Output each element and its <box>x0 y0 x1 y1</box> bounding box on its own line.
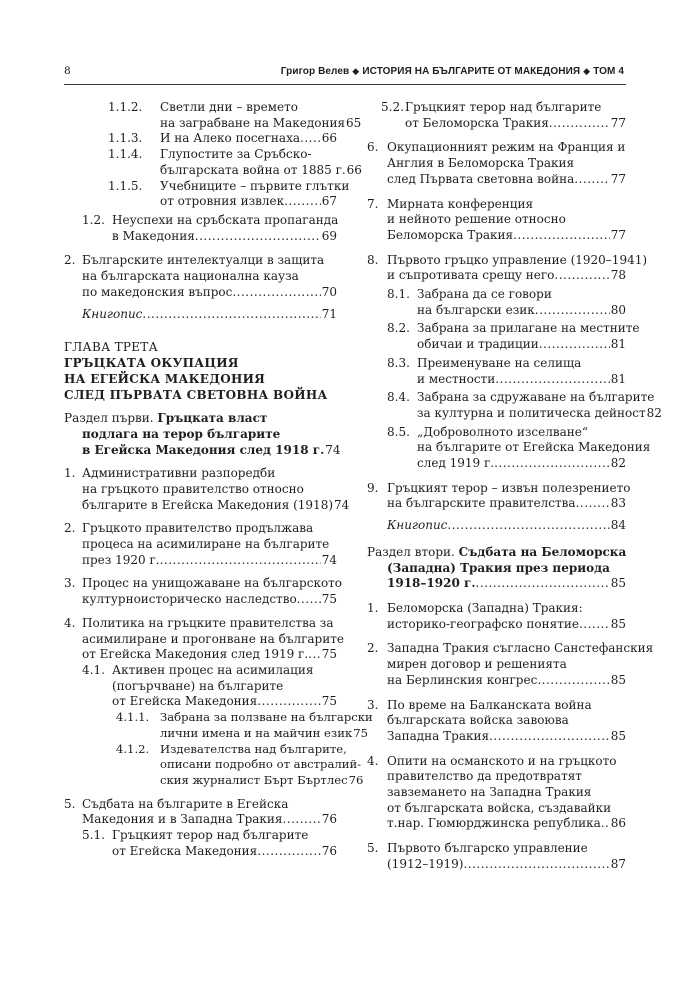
toc-entry-number: 8.2. <box>387 321 410 336</box>
toc-entry-line: на българската национална кауза <box>82 269 299 284</box>
toc-entry-line: и нейното решение относно <box>387 212 566 227</box>
toc-entry-number: 5.2. <box>381 100 404 114</box>
toc-entry-line: Македония и в Западна Тракия ..... 76 <box>82 812 337 828</box>
toc-section-line: Раздел втори. Съдбата на Беломорска <box>367 544 627 559</box>
toc-entry-line: мирен договор и решенията <box>387 657 567 672</box>
toc-entry-line: и съпротивата срещу него ..... 78 <box>387 268 626 284</box>
toc-entry-line: след 1919 г. ..... 82 <box>417 456 626 472</box>
toc-section-line: (Западна) Тракия през периода <box>387 560 610 575</box>
toc-page-number: 80 <box>610 302 626 317</box>
toc-page-number: 84 <box>610 518 626 533</box>
toc-entry <box>64 100 362 131</box>
toc-entry-number: 1. <box>367 600 379 615</box>
toc-page-number: 87 <box>610 856 626 871</box>
toc-entry-line: Гръцкият терор – извън полезрението <box>387 480 631 495</box>
toc-entry <box>367 480 631 512</box>
chapter-title-line: СЛЕД ПЪРВАТА СВЕТОВНА ВОЙНА <box>64 388 328 403</box>
leader-dots <box>476 576 610 592</box>
toc-entry-line: ския журналист Бърт Бъртлес 76 <box>160 772 364 787</box>
leader-dots <box>257 844 320 860</box>
toc-page-number: 74 <box>321 552 337 567</box>
toc-entry-line: „Доброволното изселване“ <box>417 424 588 439</box>
toc-entry-line: Беломорска Тракия ..... 77 <box>387 228 626 244</box>
toc-entry-line: на Берлинския конгрес ..... 85 <box>387 673 626 689</box>
toc-entry-number: 6. <box>367 140 379 155</box>
toc-entry <box>64 663 337 710</box>
toc-entry-line: Светли дни – времето <box>160 100 298 114</box>
toc-entry-number: 1.2. <box>82 212 105 227</box>
chapter-title-line: НА ЕГЕЙСКА МАКЕДОНИЯ <box>64 372 266 387</box>
toc-page-number: 78 <box>610 268 626 283</box>
toc-entry-line: т.нар. Гюмюрджинска република ..... 86 <box>387 816 626 832</box>
toc-page-number: 66 <box>321 131 337 146</box>
leader-dots <box>494 456 610 472</box>
toc-entry <box>64 178 350 210</box>
toc-entry <box>367 424 651 472</box>
chapter-heading <box>64 339 337 403</box>
toc-entry-bibliography <box>367 518 626 534</box>
toc-page-number: 75 <box>321 694 337 709</box>
leader-dots <box>160 553 321 569</box>
toc-entry-line: културноисторическо наследство ..... 75 <box>82 592 337 608</box>
toc-page-number: 67 <box>321 194 337 209</box>
toc-entry-line: българите в Егейска Македония (1918) 74 <box>82 497 350 512</box>
leader-dots <box>257 694 320 710</box>
toc-entry-line: Политика на гръцките правителства за <box>82 615 334 630</box>
toc-entry-line: от Беломорска Тракия ..... 77 <box>405 116 626 132</box>
toc-entry-line: Западна Тракия съгласно Санстефанския <box>387 641 654 656</box>
toc-page-number: 76 <box>348 772 364 787</box>
toc-section-line: 1918–1920 г. ..... 85 <box>387 576 626 592</box>
leader-dots <box>539 337 610 353</box>
toc-entry-line: в Македония ..... 69 <box>112 229 337 245</box>
toc-entry <box>64 710 373 741</box>
toc-entry-bibliography <box>64 307 337 323</box>
toc-entry-line: Административни разпоредби <box>82 466 276 481</box>
leader-dots <box>601 816 610 832</box>
leader-dots <box>537 673 609 689</box>
toc-entry-line: от отровния извлек ..... 67 <box>160 194 337 210</box>
diamond-separator-icon: ◆ <box>352 66 360 76</box>
toc-section-line: в Егейска Македония след 1918 г. 74 <box>82 442 341 457</box>
toc-section <box>64 411 341 458</box>
toc-entry-line: Забрана за сдружаване на българите <box>417 390 655 405</box>
diamond-separator-icon: ◆ <box>583 66 591 76</box>
toc-entry-number: 8.5. <box>387 424 410 439</box>
toc-entry-line: Издевателства над българите, <box>160 741 347 756</box>
toc-entry <box>64 828 337 859</box>
toc-entry-line: на българите от Егейска Македония <box>417 440 651 455</box>
toc-entry-number: 5.1. <box>82 828 105 843</box>
running-title <box>281 62 624 81</box>
leader-dots <box>284 194 321 210</box>
toc-entry-number: 1.1.2. <box>108 100 143 114</box>
toc-entry-line: описани подробно от австралий- <box>160 757 362 772</box>
toc-entry <box>367 287 626 318</box>
toc-entry-number: 1.1.5. <box>108 178 143 193</box>
toc-entry-line: от Егейска Македония ..... 75 <box>112 694 337 710</box>
toc-page-number: 74 <box>334 497 350 512</box>
toc-page-number: 82 <box>646 405 662 420</box>
toc-entry-number: 2. <box>64 253 76 268</box>
toc-entry-line: Книгопис ..... 84 <box>387 518 626 534</box>
leader-dots <box>297 592 321 608</box>
toc-page-number: 83 <box>610 496 626 511</box>
toc-page-number: 65 <box>346 115 362 130</box>
toc-entry-line: на гръцкото правителство относно <box>82 481 304 496</box>
toc-entry <box>367 390 662 421</box>
toc-entry-line: Първото гръцко управление (1920–1941) <box>387 252 648 267</box>
toc-entry-number: 4. <box>64 615 76 630</box>
toc-entry <box>64 576 343 607</box>
leader-dots <box>489 729 610 745</box>
leader-dots <box>513 228 610 244</box>
toc-entry-line: асимилиране и прогонване на българите <box>82 631 344 646</box>
toc-entry-line: през 1920 г. ..... 74 <box>82 553 337 569</box>
toc-entry-number: 2. <box>64 521 76 536</box>
toc-page-number: 71 <box>321 307 337 322</box>
toc-entry-number: 8.1. <box>387 287 410 302</box>
toc-entry-number: 1. <box>64 466 76 481</box>
toc-page-number: 81 <box>610 371 626 386</box>
toc-entry <box>367 252 648 284</box>
toc-page-number: 82 <box>610 456 626 471</box>
toc-entry-number: 4.1.1. <box>116 710 150 725</box>
toc-page-number: 77 <box>610 227 626 242</box>
toc-entry-line: Неуспехи на сръбската пропаганда <box>112 212 339 227</box>
toc-entry-line: българската войска завоюва <box>387 713 569 728</box>
toc-entry-line: По време на Балканската война <box>387 697 592 712</box>
toc-entry-number: 7. <box>367 196 379 211</box>
leader-dots <box>447 518 609 534</box>
running-header <box>64 62 624 80</box>
toc-page-number: 81 <box>610 337 626 352</box>
toc-page-number: 75 <box>321 592 337 607</box>
toc-entry-number: 4. <box>367 753 379 768</box>
toc-entry-line: Англия в Беломорска Тракия <box>387 156 575 171</box>
toc-entry-number: 1.1.4. <box>108 147 143 162</box>
leader-dots <box>463 857 609 873</box>
toc-entry-line: Забрана за прилагане на местните <box>417 321 640 336</box>
toc-entry-line: Опити на османското и на гръцкото <box>387 753 617 768</box>
leader-dots <box>142 307 320 323</box>
toc-entry <box>64 521 337 568</box>
chapter-label: ГЛАВА ТРЕТА <box>64 340 158 355</box>
toc-entry-line: Книгопис ..... 71 <box>82 307 337 323</box>
toc-entry-line: Първото българско управление <box>387 841 588 856</box>
toc-entry-number: 9. <box>367 480 379 495</box>
toc-entry <box>367 197 626 244</box>
toc-entry-number: 3. <box>367 697 379 712</box>
toc-entry-number: 4.1. <box>82 662 105 677</box>
leader-dots <box>535 303 610 319</box>
toc-entry-line: Процес на унищожаване на българското <box>82 576 343 591</box>
toc-entry <box>64 615 344 663</box>
toc-entry-line: правителство да предотвратят <box>387 769 582 784</box>
toc-entry <box>367 356 626 387</box>
toc-page-number: 66 <box>346 162 362 177</box>
toc-page-number: 85 <box>610 616 626 631</box>
toc-entry-number: 1.1.3. <box>108 131 143 146</box>
toc-entry-line: Беломорска (Западна) Тракия: <box>387 600 583 615</box>
toc-entry-number: 5. <box>367 841 379 856</box>
toc-entry-line: Гръцкият терор над българите <box>112 828 309 843</box>
toc-entry <box>367 140 626 187</box>
leader-dots <box>308 647 321 663</box>
toc-entry-number: 8.4. <box>387 390 410 405</box>
toc-entry-line: Гръцкото правителство продължава <box>82 521 314 536</box>
toc-entry-line: Преименуване на селища <box>417 355 582 370</box>
toc-entry-line: Мирната конференция <box>387 196 534 211</box>
toc-entry-line: на заграбване на Македония 65 <box>160 115 362 130</box>
toc-entry <box>367 100 626 131</box>
toc-entry-number: 4.1.2. <box>116 741 150 756</box>
toc-entry-line: от българската войска, създавайки <box>387 800 612 815</box>
toc-section-line: Раздел първи. Гръцката власт <box>64 411 268 426</box>
toc-entry <box>64 147 362 178</box>
toc-page-number: 85 <box>610 576 626 591</box>
leader-dots <box>576 496 610 512</box>
toc-entry-line: от Егейска Македония след 1919 г. ..... 75 <box>82 647 337 663</box>
toc-entry-line: Забрана да се говори <box>417 287 552 302</box>
toc-page-number: 86 <box>610 816 626 831</box>
toc-entry-line: Учебниците – първите глътки <box>160 178 350 193</box>
header-rule <box>64 84 626 85</box>
toc-left-column <box>64 100 373 859</box>
toc-page-number: 85 <box>610 672 626 687</box>
leader-dots <box>549 116 610 132</box>
toc-entry <box>64 466 350 513</box>
toc-entry-line: (1912–1919) ..... 87 <box>387 857 626 873</box>
toc-entry-line: Западна Тракия ..... 85 <box>387 729 626 745</box>
toc-entry-line: Активен процес на асимилация <box>112 662 314 677</box>
toc-entry-line: след Първата световна война ..... 77 <box>387 172 626 188</box>
toc-entry-line: за културна и политическа дейност 82 <box>417 405 662 420</box>
toc-section-line: подлага на терор българите <box>82 426 281 441</box>
running-title-author: Григор Велев <box>280 66 350 77</box>
toc-entry <box>367 641 654 688</box>
toc-page-number: 76 <box>321 812 337 827</box>
toc-entry-number: 5. <box>64 796 76 811</box>
toc-page-number: 69 <box>321 228 337 243</box>
toc-page-number: 75 <box>321 647 337 662</box>
toc-entry <box>64 213 337 244</box>
toc-section <box>367 545 626 592</box>
toc-entry-number: 2. <box>367 641 379 656</box>
leader-dots <box>579 617 610 633</box>
toc-entry-line: българската война от 1885 г. 66 <box>160 162 362 177</box>
toc-entry-line: Гръцкият терор над българите <box>405 100 602 114</box>
toc-page-number: 77 <box>610 115 626 130</box>
toc-entry-line: историко-географско понятие ..... 85 <box>387 617 626 633</box>
toc-entry-number: 8.3. <box>387 355 410 370</box>
toc-entry <box>64 741 364 789</box>
toc-entry-line: обичаи и традиции ..... 81 <box>417 337 626 353</box>
toc-entry-line: от Егейска Македония ..... 76 <box>112 844 337 860</box>
toc-entry-line: (погърчване) на българите <box>112 678 284 693</box>
leader-dots <box>232 285 320 301</box>
toc-entry <box>64 253 337 300</box>
chapter-title-line: ГРЪЦКАТА ОКУПАЦИЯ <box>64 356 239 371</box>
page-number: 8 <box>64 65 71 77</box>
leader-dots <box>495 372 610 388</box>
toc-entry-line: Окупационният режим на Франция и <box>387 140 626 155</box>
leader-dots <box>574 172 609 188</box>
toc-entry-number: 8. <box>367 252 379 267</box>
running-title-book: ИСТОРИЯ НА БЪЛГАРИТЕ ОТ МАКЕДОНИЯ <box>362 66 581 77</box>
toc-entry-line: Съдбата на българите в Егейска <box>82 796 289 811</box>
toc-entry-line: лични имена и на майчин език 75 <box>160 725 368 740</box>
toc-page-number: 85 <box>610 728 626 743</box>
toc-entry-line: Забрана за ползване на български <box>160 710 373 725</box>
toc-page-number: 75 <box>353 725 368 740</box>
toc-entry-line: и местности ..... 81 <box>417 372 626 388</box>
toc-entry-number: 3. <box>64 576 76 591</box>
toc-entry-line: завземането на Западна Тракия <box>387 785 592 800</box>
toc-entry-line: на български език ..... 80 <box>417 303 626 319</box>
toc-page-number: 77 <box>610 171 626 186</box>
toc-entry-line: И на Алеко посегнаха ..... 66 <box>160 131 337 147</box>
toc-entry <box>367 698 626 745</box>
toc-entry-line: процеса на асимилиране на българите <box>82 537 330 552</box>
leader-dots <box>282 812 320 828</box>
toc-entry <box>367 601 626 632</box>
leader-dots <box>554 268 609 284</box>
toc-entry <box>64 797 337 828</box>
toc-page-number: 74 <box>325 442 341 457</box>
toc-entry-line: Глупостите за Сръбско- <box>160 147 312 162</box>
toc-entry-line: по македонския въпрос ..... 70 <box>82 285 337 301</box>
toc-page-number: 76 <box>321 843 337 858</box>
toc-right-column <box>367 100 662 873</box>
leader-dots <box>300 131 321 147</box>
toc-entry <box>64 131 337 147</box>
running-title-volume: ТОМ 4 <box>593 66 624 77</box>
toc-entry <box>367 841 626 872</box>
toc-entry-line: Българските интелектуалци в защита <box>82 253 325 268</box>
toc-entry <box>367 321 640 352</box>
toc-entry <box>367 754 626 833</box>
leader-dots <box>195 229 321 245</box>
toc-page-number: 70 <box>321 284 337 299</box>
toc-entry-line: на българските правителства ..... 83 <box>387 496 626 512</box>
